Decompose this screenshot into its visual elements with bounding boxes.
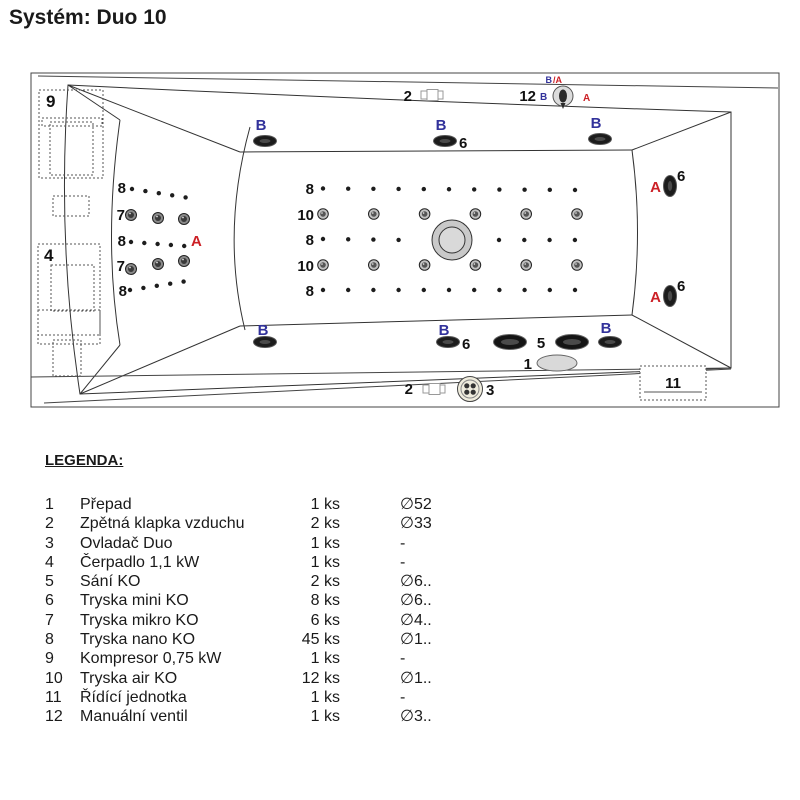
legend-dim: -: [400, 650, 406, 668]
page-title: Systém: Duo 10: [9, 6, 167, 29]
legend-row: [45, 514, 565, 533]
legend-dim: ∅4..: [400, 611, 432, 629]
nano-jet: [346, 186, 350, 190]
mini-jet: [664, 286, 677, 307]
legend-qty: 1 ks: [310, 534, 340, 552]
legend-qty: 2 ks: [310, 515, 340, 533]
legend-qty: 1 ks: [310, 688, 340, 706]
legend-qty: 1 ks: [310, 553, 340, 571]
nano-jet: [472, 288, 476, 292]
air-jet: [419, 260, 430, 271]
legend-name: Tryska mini KO: [80, 592, 189, 610]
legend-name: Ovladač Duo: [80, 534, 173, 552]
legend-num: 4: [45, 553, 54, 571]
nano-jet: [573, 288, 577, 292]
check-valve-icon-bottom: [423, 384, 445, 395]
legend-qty: 1 ks: [310, 708, 340, 726]
duo-controller-icon: [458, 377, 483, 402]
legend-name: Čerpadlo 1,1 kW: [80, 553, 200, 571]
label-6-right-2: 6: [677, 278, 686, 295]
legend-row: [45, 591, 565, 610]
suction-jet: [556, 335, 589, 350]
legend-dim: ∅33: [400, 515, 432, 533]
nano-jet: [548, 188, 552, 192]
legend-table: [45, 495, 565, 727]
legend-num: 3: [45, 534, 54, 552]
nano-jet: [346, 288, 350, 292]
legend-qty: 12 ks: [301, 669, 340, 687]
label-8-l3: 8: [118, 283, 127, 300]
label-10-c2: 10: [297, 258, 314, 275]
legend-qty: 1 ks: [310, 650, 340, 668]
check-valve-icon-top: [421, 90, 443, 101]
legend-name: Manuální ventil: [80, 708, 188, 726]
air-jet: [521, 209, 532, 220]
nano-jet: [422, 288, 426, 292]
legend-row: [45, 630, 565, 649]
label-11: 11: [665, 375, 681, 392]
legend-qty: 6 ks: [310, 611, 340, 629]
label-B-bot-3: B: [600, 320, 612, 337]
legend-name: Řídící jednotka: [80, 688, 187, 706]
nano-jet: [129, 240, 133, 244]
nano-jet: [396, 187, 400, 191]
legend-name: Přepad: [80, 496, 132, 513]
label-2-top: 2: [403, 88, 412, 105]
legend-num: 12: [45, 708, 63, 726]
label-BA-a: /A: [553, 75, 562, 85]
legend-dim: -: [400, 553, 406, 571]
nano-jet: [573, 188, 577, 192]
legend-num: 6: [45, 592, 54, 610]
legend-num: 9: [45, 650, 54, 668]
nano-jet: [128, 288, 132, 292]
label-2-bottom: 2: [404, 381, 413, 398]
mini-jet: [664, 176, 677, 197]
air-jet: [470, 209, 481, 220]
label-BA-b: B: [545, 75, 552, 85]
nano-jet: [522, 288, 526, 292]
nano-jet: [497, 187, 501, 191]
legend-row: [45, 572, 565, 591]
label-3: 3: [486, 382, 495, 399]
label-8-l1: 8: [117, 180, 126, 197]
micro-jet: [153, 259, 164, 270]
legend-name: Zpětná klapka vzduchu: [80, 515, 245, 533]
label-B-top-2: B: [435, 117, 447, 134]
mini-jet: [434, 136, 457, 147]
nano-jet: [497, 288, 501, 292]
legend-num: 7: [45, 611, 54, 629]
nano-jet: [155, 284, 159, 288]
label-9: 9: [46, 92, 56, 111]
nano-jet: [170, 193, 174, 197]
label-B-top-1: B: [255, 117, 267, 134]
legend-row: [45, 649, 565, 668]
label-A-valve: A: [583, 93, 591, 104]
suction-jet: [494, 335, 527, 350]
nano-jet: [522, 188, 526, 192]
label-4: 4: [44, 246, 54, 265]
drain: [432, 220, 472, 260]
label-A-right-2: A: [650, 289, 661, 306]
nano-jet: [371, 288, 375, 292]
nano-jet: [522, 238, 526, 242]
label-8-l2: 8: [117, 233, 126, 250]
label-A-right-1: A: [650, 179, 661, 196]
legend-row: [45, 553, 565, 572]
air-jet: [572, 260, 583, 271]
label-10-c1: 10: [297, 207, 314, 224]
nano-jet: [321, 288, 325, 292]
label-7-l1: 7: [116, 207, 125, 224]
legend-num: 2: [45, 515, 54, 533]
legend-dim: -: [400, 688, 406, 706]
label-1: 1: [523, 356, 532, 373]
micro-jet: [179, 256, 190, 267]
nano-jet: [346, 237, 350, 241]
nano-jet: [573, 238, 577, 242]
micro-jet: [153, 213, 164, 224]
label-6-top: 6: [459, 135, 468, 152]
legend-row: [45, 611, 565, 630]
air-jet: [521, 260, 532, 271]
legend-heading: LEGENDA:: [45, 452, 124, 469]
nano-jet: [497, 238, 501, 242]
label-8-c3: 8: [305, 283, 314, 300]
air-jet: [572, 209, 583, 220]
legend-name: Sání KO: [80, 573, 141, 591]
nano-jet: [321, 237, 325, 241]
legend-dim: ∅52: [400, 496, 432, 513]
nano-jet: [321, 186, 325, 190]
legend-name: Kompresor 0,75 kW: [80, 650, 222, 668]
label-A-left: A: [191, 233, 202, 250]
nano-jet: [183, 195, 187, 199]
nano-jet: [130, 187, 134, 191]
nano-jet: [396, 288, 400, 292]
legend-dim: ∅6..: [400, 573, 432, 591]
nano-jet: [447, 187, 451, 191]
legend-name: Tryska mikro KO: [80, 611, 199, 629]
nano-jet: [371, 187, 375, 191]
nano-jet: [169, 243, 173, 247]
legend-qty: 1 ks: [310, 496, 340, 513]
legend-row: [45, 534, 565, 553]
nano-jet: [472, 187, 476, 191]
nano-jet: [182, 244, 186, 248]
legend-name: Tryska air KO: [80, 669, 178, 687]
label-8-c1: 8: [305, 181, 314, 198]
legend-row: [45, 688, 565, 707]
nano-jet: [157, 191, 161, 195]
air-jet: [318, 209, 329, 220]
label-B-bot-2: B: [438, 322, 450, 339]
label-7-l2: 7: [116, 258, 125, 275]
legend-num: 1: [45, 496, 54, 513]
nano-jet: [143, 189, 147, 193]
legend-num: 8: [45, 631, 54, 649]
label-B-valve: B: [540, 92, 548, 103]
label-B-bot-1: B: [257, 322, 269, 339]
air-jet: [470, 260, 481, 271]
legend-name: Tryska nano KO: [80, 631, 196, 649]
legend-dim: ∅1..: [400, 631, 432, 649]
legend-dim: ∅6..: [400, 592, 432, 610]
nano-jet: [422, 187, 426, 191]
air-jet: [318, 260, 329, 271]
legend-row: [45, 707, 565, 726]
nano-jet: [396, 238, 400, 242]
overflow-drain: [537, 355, 577, 371]
nano-jet: [547, 238, 551, 242]
nano-jet: [142, 241, 146, 245]
label-5: 5: [536, 335, 546, 352]
legend-row: [45, 495, 565, 514]
nano-jet: [155, 242, 159, 246]
label-6-bot: 6: [462, 336, 471, 353]
micro-jet: [126, 264, 137, 275]
nano-jet: [371, 237, 375, 241]
micro-jet: [179, 214, 190, 225]
nano-jet: [548, 288, 552, 292]
nano-jet: [141, 286, 145, 290]
nano-jet: [181, 279, 185, 283]
legend-dim: ∅1..: [400, 669, 432, 687]
label-6-right-1: 6: [677, 168, 686, 185]
legend-qty: 45 ks: [301, 631, 340, 649]
legend: [45, 452, 565, 727]
mini-jet: [254, 136, 277, 147]
legend-num: 10: [45, 669, 63, 687]
mini-jet: [599, 337, 622, 348]
nano-jet: [447, 288, 451, 292]
mini-jet: [589, 134, 612, 145]
air-jet: [369, 260, 380, 271]
legend-qty: 2 ks: [310, 573, 340, 591]
label-8-c2: 8: [305, 232, 314, 249]
label-12: 12: [519, 88, 536, 105]
nano-jet: [168, 282, 172, 286]
legend-qty: 8 ks: [310, 592, 340, 610]
air-jet: [369, 209, 380, 220]
legend-row: [45, 669, 565, 688]
air-jet: [419, 209, 430, 220]
legend-dim: -: [400, 534, 406, 552]
legend-num: 5: [45, 573, 54, 591]
label-B-top-3: B: [590, 115, 602, 132]
legend-dim: ∅3..: [400, 708, 432, 726]
legend-num: 11: [45, 688, 62, 706]
micro-jet: [126, 210, 137, 221]
